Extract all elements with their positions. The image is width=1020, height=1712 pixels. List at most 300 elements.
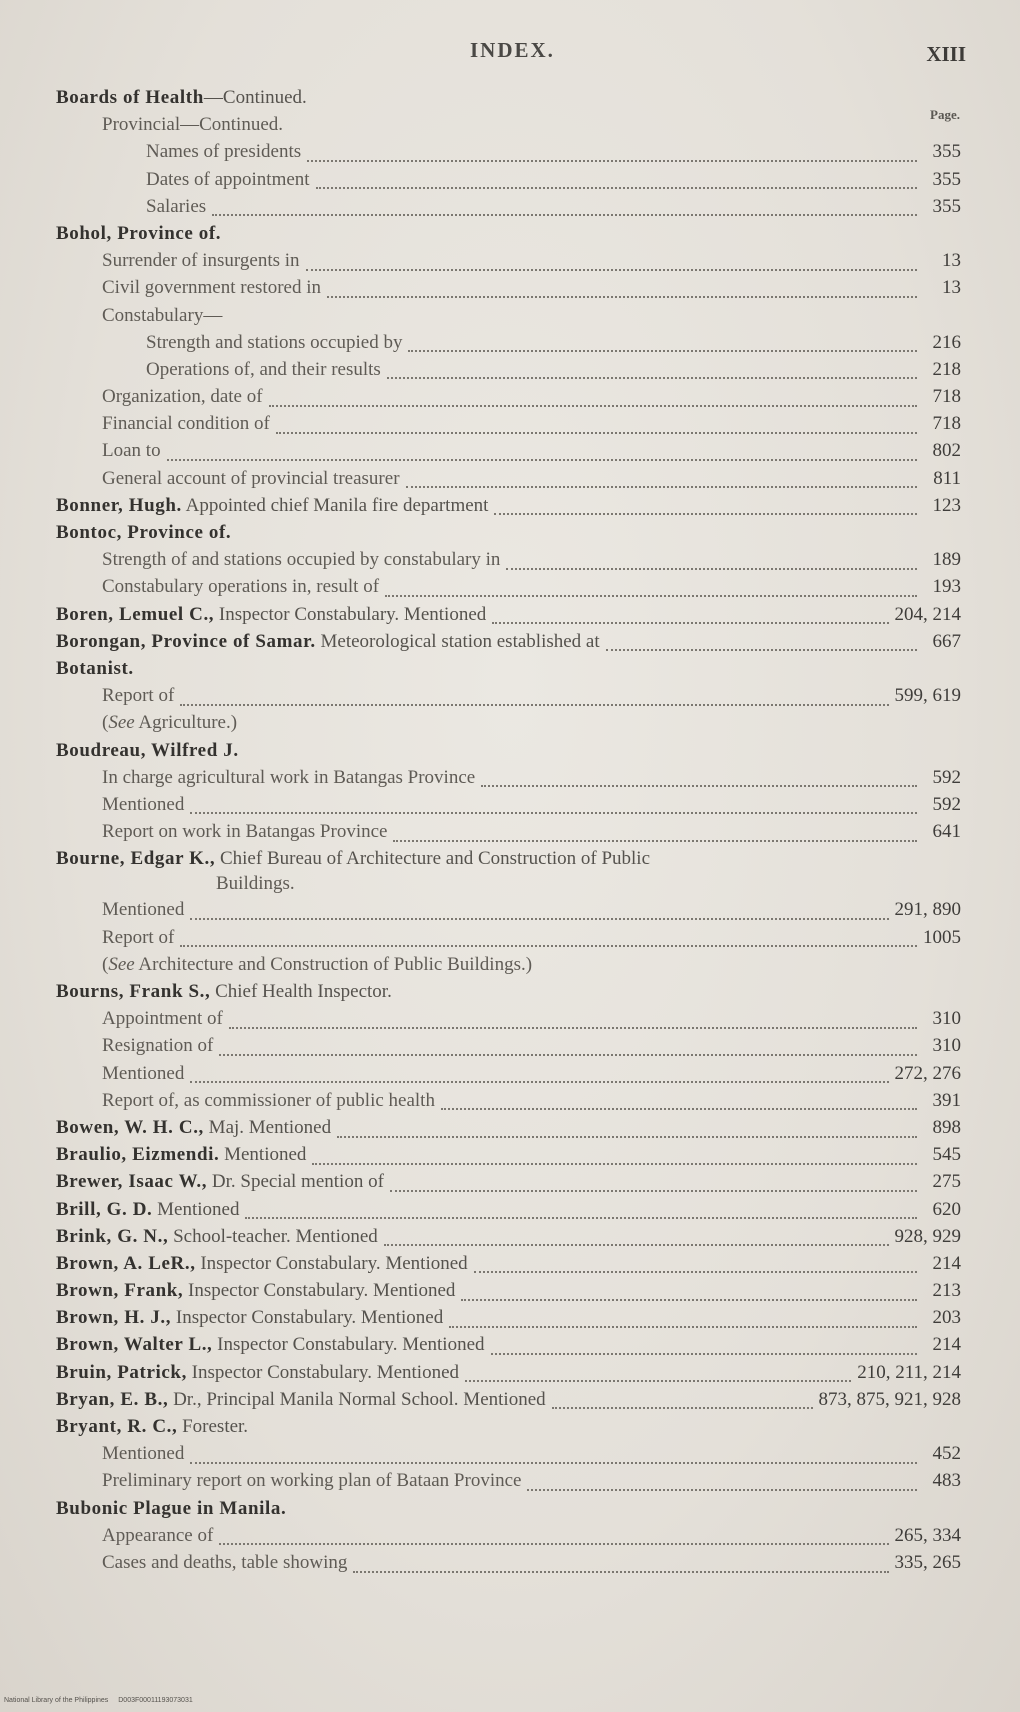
- entry-line: [56, 84, 961, 111]
- page-title: INDEX.: [470, 38, 555, 62]
- dot-leader: [229, 1013, 917, 1029]
- page-reference: 189: [932, 549, 961, 571]
- index-subentry-row: [56, 1032, 961, 1059]
- entry-description: Mentioned: [219, 1144, 307, 1166]
- entry-label: [56, 522, 231, 543]
- dot-leader: [449, 1312, 917, 1328]
- entry-description: Inspector Constabulary. Mentioned: [214, 603, 487, 625]
- entry-line: [102, 709, 961, 736]
- entry-line: [56, 1413, 961, 1440]
- entry-line: [56, 1141, 961, 1168]
- page-reference: 667: [932, 630, 961, 652]
- entry-line: [56, 1495, 961, 1522]
- entry-label: [56, 1114, 331, 1141]
- entry-label: Resignation of: [102, 1035, 214, 1057]
- page-reference: 310: [932, 1008, 961, 1030]
- page-reference: 599, 619: [894, 685, 961, 707]
- entry-label: [56, 1331, 485, 1358]
- page-reference: 811: [933, 467, 961, 489]
- page-reference: 873, 875, 921, 928: [818, 1388, 961, 1410]
- index-heading-row: [56, 220, 961, 247]
- entry-line: [56, 1331, 961, 1358]
- entry-line: [56, 1277, 961, 1304]
- entry-description: School-teacher. Mentioned: [168, 1225, 378, 1247]
- entry-heading: Boudreau, Wilfred J.: [56, 739, 239, 761]
- dot-leader: [387, 363, 917, 379]
- entry-label: Report of: [102, 926, 175, 948]
- scan-footer: [4, 1697, 193, 1704]
- entry-line: [216, 872, 961, 896]
- page-reference: 592: [932, 766, 961, 788]
- entry-label: [56, 1304, 443, 1331]
- index-subentry-row: [56, 410, 961, 437]
- page-reference: 452: [932, 1443, 961, 1465]
- entry-line: [56, 628, 961, 655]
- index-heading-row: [56, 519, 961, 546]
- entry-label: [56, 1386, 546, 1413]
- index-subentry-row: [56, 1087, 961, 1114]
- entry-line: [102, 1032, 961, 1059]
- entry-heading: Brown, Frank,: [56, 1280, 184, 1302]
- footer-library: National Library of the Philippines: [4, 1697, 109, 1704]
- index-heading-row: [56, 1359, 961, 1386]
- index-heading-row: [56, 1277, 961, 1304]
- page-reference: 620: [932, 1198, 961, 1220]
- entry-label: [56, 223, 221, 244]
- entry-line: [56, 1196, 961, 1223]
- dot-leader: [180, 931, 917, 947]
- entry-line: [102, 951, 961, 978]
- entry-label: Mentioned: [102, 899, 185, 921]
- entry-label: [56, 981, 392, 1002]
- entry-heading: Brill, G. D.: [56, 1198, 153, 1220]
- index-heading-row: [56, 1250, 961, 1277]
- index-subentry-row: [56, 356, 961, 383]
- dot-leader: [353, 1557, 888, 1573]
- entry-label: [56, 658, 134, 679]
- entry-line: [102, 1060, 961, 1087]
- entry-line: [56, 655, 961, 682]
- entry-label: Loan to: [102, 440, 161, 462]
- index-subentry-row: [56, 166, 961, 193]
- page-reference: 1005: [923, 926, 961, 948]
- entry-line: [102, 682, 961, 709]
- dot-leader: [306, 255, 917, 271]
- entry-label: Strength of and stations occupied by constabulary in: [102, 549, 501, 571]
- page-reference: 272, 276: [894, 1062, 961, 1084]
- entry-heading: Bowen, W. H. C.,: [56, 1116, 204, 1138]
- entry-line: [102, 791, 961, 818]
- entry-line: [56, 978, 961, 1005]
- entry-label: Financial condition of: [102, 413, 270, 435]
- dot-leader: [312, 1149, 917, 1165]
- entry-label: Dates of appointment: [146, 168, 310, 190]
- dot-leader: [190, 798, 917, 814]
- index-subentry-row: [56, 872, 961, 896]
- page-reference: 355: [932, 168, 961, 190]
- page-reference: 592: [932, 793, 961, 815]
- index-heading-row: [56, 492, 961, 519]
- entry-label: Cases and deaths, table showing: [102, 1551, 348, 1573]
- dot-leader: [167, 445, 917, 461]
- dot-leader: [316, 173, 917, 189]
- entry-line: [102, 1440, 961, 1467]
- page-reference: 928, 929: [894, 1225, 961, 1247]
- index-subentry-row: [56, 709, 961, 736]
- index-entries: [56, 84, 961, 1576]
- dot-leader: [307, 146, 917, 162]
- entry-label: [56, 87, 307, 108]
- index-subentry-row: [56, 1549, 961, 1576]
- entry-label: [56, 601, 486, 628]
- entry-line: [56, 1250, 961, 1277]
- entry-line: [56, 601, 961, 628]
- dot-leader: [212, 200, 917, 216]
- dot-leader: [276, 418, 917, 434]
- page-reference: 216: [932, 331, 961, 353]
- page-reference: 641: [932, 821, 961, 843]
- dot-leader: [408, 336, 917, 352]
- page-reference: 335, 265: [894, 1551, 961, 1573]
- entry-heading: Bruin, Patrick,: [56, 1361, 187, 1383]
- entry-label: Civil government restored in: [102, 277, 321, 299]
- entry-line: [146, 166, 961, 193]
- entry-line: [102, 437, 961, 464]
- dot-leader: [390, 1176, 917, 1192]
- entry-label: Mentioned: [102, 1443, 185, 1465]
- dot-leader: [494, 499, 917, 515]
- entry-label: [56, 492, 488, 519]
- page-reference: 310: [932, 1035, 961, 1057]
- index-subentry-row: [56, 682, 961, 709]
- see-word: See: [108, 712, 135, 734]
- entry-heading: Brown, Walter L.,: [56, 1334, 213, 1356]
- entry-label: Strength and stations occupied by: [146, 331, 403, 353]
- entry-label: Buildings.: [216, 873, 295, 895]
- index-heading-row: [56, 628, 961, 655]
- entry-label: General account of provincial treasurer: [102, 467, 400, 489]
- dot-leader: [606, 635, 917, 651]
- index-subentry-row: [56, 924, 961, 951]
- entry-label: [56, 1223, 378, 1250]
- entry-label: Appearance of: [102, 1524, 214, 1546]
- entry-line: [146, 329, 961, 356]
- entry-heading: Bontoc, Province of.: [56, 522, 232, 543]
- entry-line: [56, 220, 961, 247]
- entry-description: Inspector Constabulary. Mentioned: [171, 1307, 444, 1329]
- entry-description: Appointed chief Manila fire department: [181, 494, 489, 516]
- dot-leader: [190, 1448, 917, 1464]
- entry-description: Inspector Constabulary. Mentioned: [212, 1334, 485, 1356]
- entry-line: [102, 1467, 961, 1494]
- page-reference: 355: [932, 141, 961, 163]
- dot-leader: [327, 282, 917, 298]
- entry-label: Constabulary operations in, result of: [102, 576, 380, 598]
- index-subentry-row: [56, 302, 961, 329]
- entry-line: [56, 1386, 961, 1413]
- entry-label: [56, 1416, 248, 1437]
- page-reference: 483: [932, 1470, 961, 1492]
- index-heading-row: [56, 1114, 961, 1141]
- entry-label: Constabulary—: [102, 304, 223, 326]
- entry-label: Report on work in Batangas Province: [102, 821, 388, 843]
- page-reference: 123: [932, 494, 961, 516]
- entry-description: Chief Health Inspector.: [210, 981, 392, 1002]
- dot-leader: [506, 554, 917, 570]
- index-heading-row: [56, 1223, 961, 1250]
- cross-reference: (See Architecture and Construction of Public Buildings.): [102, 953, 533, 975]
- entry-heading: Botanist.: [56, 657, 134, 679]
- see-target: Agriculture.): [134, 712, 238, 734]
- index-subentry-row: [56, 764, 961, 791]
- index-subentry-row: [56, 1440, 961, 1467]
- dot-leader: [527, 1475, 917, 1491]
- entry-heading: Boards of Health: [56, 87, 204, 108]
- dot-leader: [337, 1122, 917, 1138]
- index-heading-row: [56, 737, 961, 764]
- entry-label: [56, 1250, 468, 1277]
- index-heading-row: [56, 1168, 961, 1195]
- page-reference: 718: [932, 386, 961, 408]
- entry-line: [102, 573, 961, 600]
- dot-leader: [190, 904, 888, 920]
- dot-leader: [384, 1230, 889, 1246]
- entry-heading: Bourns, Frank S.,: [56, 981, 211, 1002]
- entry-description: —Continued.: [203, 87, 307, 108]
- see-target: Architecture and Construction of Public Buildings.): [134, 953, 533, 975]
- entry-label: [56, 1359, 459, 1386]
- entry-label: Surrender of insurgents in: [102, 250, 300, 272]
- index-heading-row: [56, 1413, 961, 1440]
- entry-heading: Bonner, Hugh.: [56, 494, 182, 516]
- entry-line: [56, 1359, 961, 1386]
- index-heading-row: [56, 1196, 961, 1223]
- entry-line: [102, 818, 961, 845]
- entry-label: Appointment of: [102, 1008, 223, 1030]
- entry-label: Operations of, and their results: [146, 358, 381, 380]
- entry-heading: Borongan, Province of Samar.: [56, 630, 316, 652]
- page-reference: 213: [932, 1280, 961, 1302]
- page-reference: 265, 334: [894, 1524, 961, 1546]
- entry-label: Preliminary report on working plan of Bataan Province: [102, 1470, 522, 1492]
- entry-line: [102, 302, 961, 329]
- entry-description: Maj. Mentioned: [203, 1116, 332, 1138]
- entry-label: [56, 1141, 306, 1168]
- entry-label: [56, 848, 650, 869]
- entry-label: Salaries: [146, 195, 207, 217]
- entry-line: [56, 492, 961, 519]
- index-heading-row: [56, 1141, 961, 1168]
- page-reference: 545: [932, 1144, 961, 1166]
- entry-line: [102, 383, 961, 410]
- entry-line: [56, 1168, 961, 1195]
- entry-heading: Brink, G. N.,: [56, 1225, 169, 1247]
- index-subentry-row: [56, 896, 961, 923]
- cross-reference: (See Agriculture.): [102, 712, 238, 734]
- dot-leader: [219, 1529, 888, 1545]
- footer-id: D003F00011193073031: [118, 1697, 193, 1704]
- entry-label: Report of: [102, 685, 175, 707]
- index-subentry-row: [56, 465, 961, 492]
- entry-line: [102, 1549, 961, 1576]
- index-subentry-row: [56, 1467, 961, 1494]
- entry-line: [146, 356, 961, 383]
- dot-leader: [219, 1040, 917, 1056]
- entry-heading: Bubonic Plague in Manila.: [56, 1497, 287, 1519]
- index-subentry-row: [56, 274, 961, 301]
- entry-line: [56, 519, 961, 546]
- index-subentry-row: [56, 791, 961, 818]
- entry-heading: Bohol, Province of.: [56, 222, 222, 244]
- index-subentry-row: [56, 1060, 961, 1087]
- index-subentry-row: [56, 1522, 961, 1549]
- page-reference: 718: [932, 413, 961, 435]
- page-reference: 214: [932, 1334, 961, 1356]
- index-subentry-row: [56, 818, 961, 845]
- entry-line: [102, 465, 961, 492]
- page-reference: 203: [932, 1307, 961, 1329]
- page-header: [0, 38, 1020, 72]
- entry-line: [102, 410, 961, 437]
- index-subentry-row: [56, 383, 961, 410]
- entry-description: Meteorological station established at: [315, 630, 600, 652]
- entry-description: Inspector Constabulary. Mentioned: [183, 1280, 456, 1302]
- entry-label: [56, 740, 239, 761]
- entry-line: [146, 138, 961, 165]
- index-heading-row: [56, 845, 961, 872]
- dot-leader: [385, 581, 917, 597]
- entry-description: Mentioned: [152, 1198, 240, 1220]
- index-heading-row: [56, 601, 961, 628]
- entry-line: [56, 1304, 961, 1331]
- entry-label: Names of presidents: [146, 141, 302, 163]
- entry-label: [56, 1498, 286, 1519]
- page-reference: 898: [932, 1116, 961, 1138]
- page-reference: 13: [942, 250, 961, 272]
- entry-label: In charge agricultural work in Batangas Province: [102, 766, 476, 788]
- dot-leader: [245, 1203, 917, 1219]
- dot-leader: [269, 391, 917, 407]
- entry-line: [56, 737, 961, 764]
- index-heading-row: [56, 1386, 961, 1413]
- entry-line: [102, 274, 961, 301]
- entry-line: [102, 764, 961, 791]
- dot-leader: [190, 1067, 888, 1083]
- entry-line: [102, 896, 961, 923]
- index-subentry-row: [56, 437, 961, 464]
- dot-leader: [552, 1393, 813, 1409]
- entry-label: [56, 628, 600, 655]
- entry-line: [56, 1223, 961, 1250]
- page-reference: 13: [942, 277, 961, 299]
- entry-line: [102, 111, 961, 138]
- index-subentry-row: [56, 546, 961, 573]
- entry-description: Inspector Constabulary. Mentioned: [195, 1252, 468, 1274]
- entry-line: [56, 845, 961, 872]
- index-subentry-row: [56, 329, 961, 356]
- entry-description: Forester.: [177, 1416, 249, 1437]
- entry-label: [56, 1277, 455, 1304]
- index-subentry-row: [56, 247, 961, 274]
- entry-line: [102, 1522, 961, 1549]
- page-reference: 291, 890: [894, 899, 961, 921]
- index-subentry-row: [56, 951, 961, 978]
- entry-heading: Bryant, R. C.,: [56, 1416, 178, 1437]
- dot-leader: [180, 690, 888, 706]
- entry-description: Dr., Principal Manila Normal School. Mentioned: [168, 1388, 546, 1410]
- index-heading-row: [56, 655, 961, 682]
- page-reference: 275: [932, 1171, 961, 1193]
- page-reference: 218: [932, 358, 961, 380]
- dot-leader: [441, 1094, 917, 1110]
- entry-line: [102, 1087, 961, 1114]
- index-heading-row: [56, 1495, 961, 1522]
- entry-description: Inspector Constabulary. Mentioned: [186, 1361, 460, 1383]
- entry-line: [56, 1114, 961, 1141]
- entry-label: [56, 1196, 239, 1223]
- entry-label: [56, 1168, 384, 1195]
- dot-leader: [491, 1339, 917, 1355]
- index-heading-row: [56, 84, 961, 111]
- entry-heading: Bryan, E. B.,: [56, 1388, 169, 1410]
- entry-line: [102, 1005, 961, 1032]
- dot-leader: [492, 608, 888, 624]
- index-heading-row: [56, 1331, 961, 1358]
- dot-leader: [481, 771, 917, 787]
- dot-leader: [406, 472, 917, 488]
- index-subentry-row: [56, 138, 961, 165]
- index-subentry-row: [56, 111, 961, 138]
- page-number: XIII: [926, 42, 966, 66]
- entry-label: Provincial—Continued.: [102, 114, 284, 136]
- dot-leader: [474, 1257, 917, 1273]
- page-reference: 210, 211, 214: [857, 1361, 961, 1383]
- dot-leader: [461, 1285, 917, 1301]
- page-reference: 193: [932, 576, 961, 598]
- index-heading-row: [56, 978, 961, 1005]
- entry-line: [102, 546, 961, 573]
- dot-leader: [393, 826, 917, 842]
- entry-label: Report of, as commissioner of public health: [102, 1089, 435, 1111]
- entry-label: Mentioned: [102, 1062, 185, 1084]
- dot-leader: [465, 1366, 851, 1382]
- entry-heading: Brown, A. LeR.,: [56, 1252, 196, 1274]
- entry-heading: Bourne, Edgar K.,: [56, 848, 216, 870]
- index-subentry-row: [56, 573, 961, 600]
- entry-description: Chief Bureau of Architecture and Construction of Public: [215, 848, 651, 870]
- entry-label: Mentioned: [102, 793, 185, 815]
- page-reference: 204, 214: [894, 603, 961, 625]
- entry-label: Organization, date of: [102, 386, 263, 408]
- page-reference: 391: [932, 1089, 961, 1111]
- entry-heading: Brown, H. J.,: [56, 1307, 172, 1329]
- entry-heading: Brewer, Isaac W.,: [56, 1171, 208, 1193]
- page-column-label: Page.: [930, 107, 960, 122]
- page-reference: 355: [932, 195, 961, 217]
- entry-heading: Braulio, Eizmendi.: [56, 1144, 220, 1166]
- index-subentry-row: [56, 193, 961, 220]
- entry-line: [102, 924, 961, 951]
- page-reference: 802: [932, 440, 961, 462]
- page-reference: 214: [932, 1252, 961, 1274]
- entry-line: [146, 193, 961, 220]
- see-word: See: [108, 953, 135, 975]
- index-heading-row: [56, 1304, 961, 1331]
- entry-description: Dr. Special mention of: [207, 1171, 384, 1193]
- entry-line: [102, 247, 961, 274]
- index-subentry-row: [56, 1005, 961, 1032]
- entry-heading: Boren, Lemuel C.,: [56, 603, 215, 625]
